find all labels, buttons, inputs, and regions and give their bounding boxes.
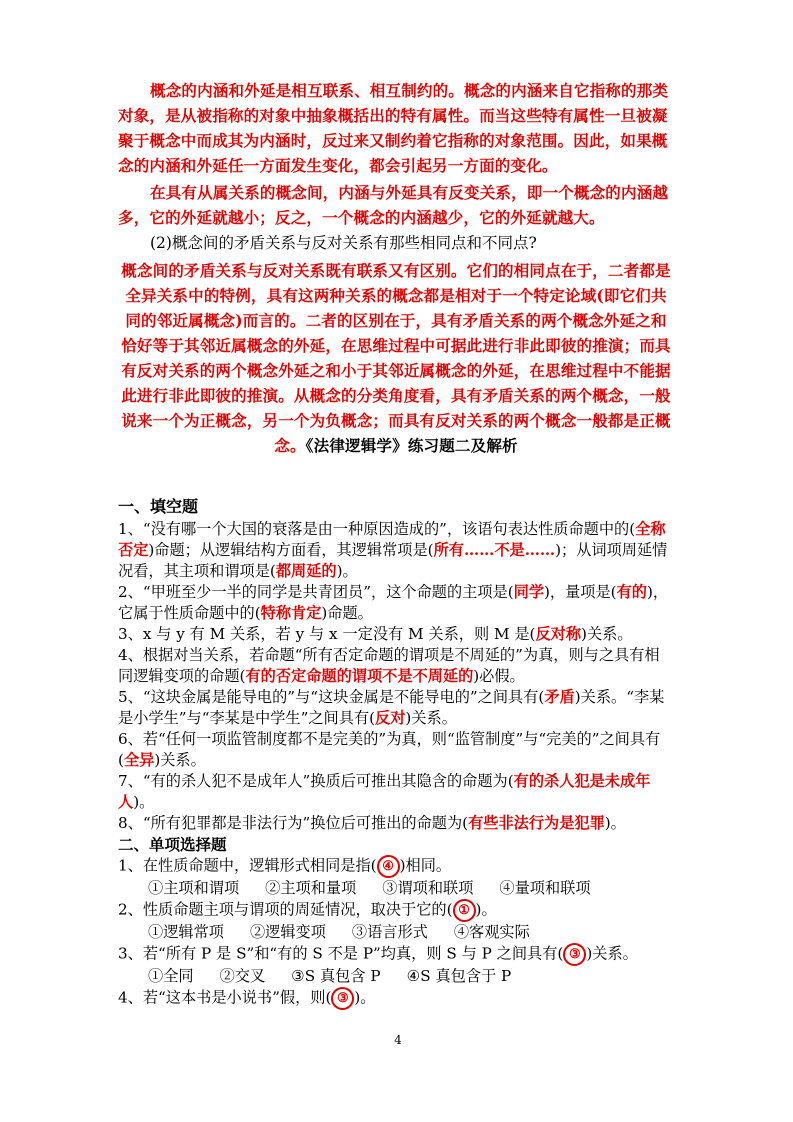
fill-question-2: 2、“甲班至少一半的同学是共青团员”，这个命题的主项是(同学)，量项是(有的)，它属于性质命题中的(特称肯定)命题。	[118, 583, 669, 622]
choice-question-2: 2、性质命题主项与谓项的周延情况，取决于它的( ① )。	[118, 899, 674, 922]
fill-question-3: 3、x 与 y 有 M 关系，若 y 与 x 一定没有 M 关系，则 M 是(反对称)关系。	[118, 625, 633, 643]
fill-question-4: 4、根据对当关系，若命题“所有否定命题的谓项是不周延的”为真，则与之具有相同逻辑变项的命题(有的否定命题的谓项不是不周延的)必假。	[118, 646, 660, 685]
fill-blank-questions	[118, 519, 674, 1010]
answer-paragraph-contradiction-contrary: 概念间的矛盾关系与反对关系既有联系又有区别。它们的相同点在于，二者都是全异关系中的特例，具有这两种关系的概念都是相对于一个特定论域(即它们共同的邻近属概念)而言的。二者的区别在于，具有矛盾关系的两个概念外延之和恰好等于其邻近属概念的外延，在思维过程中可据此进行非此即彼的推演；而具有反对关系的两个概念外延之和小于其邻近属概念的外延，在思维过程中不能据此进行非此即彼的推演。从概念的分类角度看，具有矛盾关系的两个概念，一般说来一个为正概念，另一个为负概念；而具有反对关系的两个概念一般都是正概念。《法律逻辑学》练习题二及解析	[121, 261, 671, 455]
fill-question-5: 5、“这块金属是能导电的”与“这块金属是不能导电的”之间具有(矛盾)关系。“李某是小学生”与“李某是中学生”之间具有(反对)关系。	[118, 688, 665, 727]
choice-question-3: 3、若“所有 P 是 S”和“有的 S 不是 P”均真，则 S 与 P 之间具有( ③ )关系。	[118, 943, 674, 966]
answer-paragraph-intension-extension: 概念的内涵和外延是相互联系、相互制约的。概念的内涵来自它指称的那类对象，是从被指称的对象中抽象概括出的特有属性。而当这些特有属性一旦被凝 聚于概念中而成其为内涵时，反过来又制约着它指称的对象范围。因此，如果概念的内涵和外延任一方面发生变化，都会引起另一方面的变化。	[118, 81, 684, 175]
fill-question-7: 7、“有的杀人犯不是成年人”换质后可推出其隐含的命题为(有的杀人犯是未成年人)。	[118, 772, 651, 811]
choice-question-1: 1、在性质命题中，逻辑形式相同是指( ④ )相同。	[118, 855, 674, 878]
section-fill-blank-title: 一、填空题	[118, 497, 199, 516]
choice-2-options: ①逻辑常项 ②逻辑变项 ③语言形式 ④客观实际	[148, 923, 530, 941]
choice-3-options: ①全同 ②交叉 ③S 真包含 P ④S 真包含于 P	[148, 967, 512, 985]
answer-circle: ③	[563, 943, 586, 966]
choice-question-4: 4、若“这本书是小说书”假，则( ③ )。	[118, 987, 674, 1010]
section-single-choice-title: 二、单项选择题	[118, 835, 227, 854]
choice-1-options: ①主项和谓项 ②主项和量项 ③谓项和联项 ④量项和联项	[148, 879, 591, 897]
page-number: 4	[394, 1033, 402, 1047]
fill-question-8: 8、“所有犯罪都是非法行为”换位后可推出的命题为(有些非法行为是犯罪)。	[118, 814, 626, 832]
document-title: 《法律逻辑学》练习题二及解析	[305, 436, 518, 455]
fill-question-1: 1、“没有哪一个大国的衰落是由一种原因造成的”，该语句表达性质命题中的(全称否定)命题；从逻辑结构方面看，其逻辑常项是(所有……不是……)；从词项周延情况看，其主项和谓项是(都周延的)。	[118, 520, 668, 580]
question-2-text: (2)概念间的矛盾关系与反对关系有那些相同点和不同点?	[150, 234, 537, 252]
answer-circle: ③	[331, 987, 354, 1010]
answer-paragraph-inverse-relation: 在具有从属关系的概念间，内涵与外延具有反变关系，即一个概念的内涵越多，它的外延就越小；反之，一个概念的内涵越少，它的外延就越大。	[118, 183, 669, 227]
answer-circle: ①	[453, 899, 476, 922]
answer-circle: ④	[377, 855, 400, 878]
fill-question-6: 6、若“任何一项监管制度都不是完美的”为真，则“监管制度”与“完美的”之间具有(全异)关系。	[118, 730, 661, 769]
